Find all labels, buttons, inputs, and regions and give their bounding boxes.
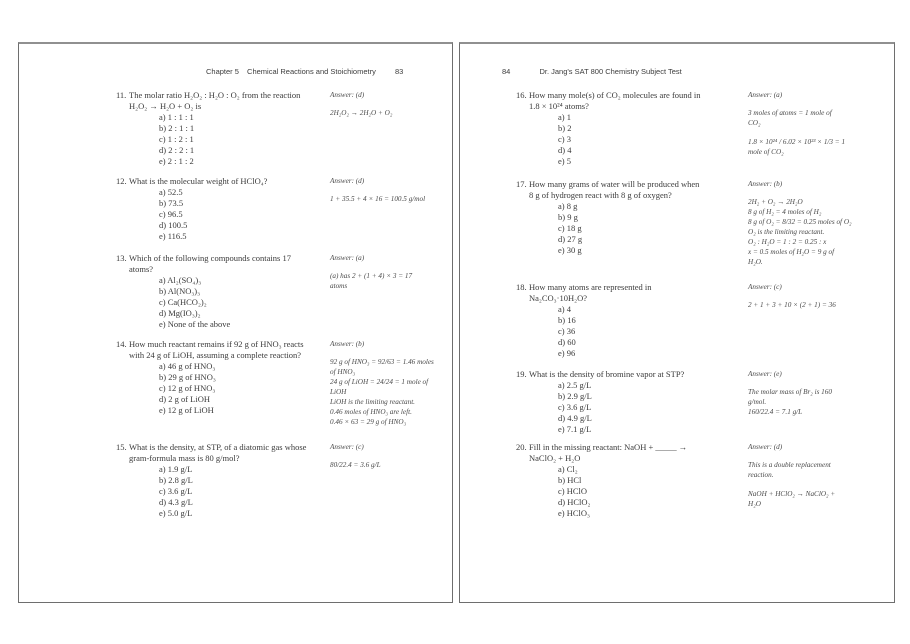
option-e: e) 12 g of LiOH [159,405,214,415]
answer-column [748,282,890,310]
question-number: 14. [116,339,127,349]
option-e: e) None of the above [159,319,231,329]
answer-column [330,253,442,291]
option-d: d) 4 [558,145,572,155]
option-a: a) 2.5 g/L [558,380,592,390]
book-title: Dr. Jang's SAT 800 Chemistry Subject Test [539,67,682,76]
explanation [330,357,442,427]
option-e: e) 96 [558,348,576,358]
explanation [748,108,890,157]
option-e: e) HClO₃ [558,508,590,518]
explanation-line: LiOH [330,388,347,396]
explanation-line: 0.46 × 63 = 29 g of HNO₃ [330,418,407,426]
question-text-line: The molar ratio H₂O₂ : H₂O : O₂ from the reaction [129,90,301,100]
page-number: 83 [394,67,404,76]
option-b: b) 2.8 g/L [159,475,193,485]
options-list [558,304,888,359]
question-18 [516,282,888,359]
explanation-line: of HNO₃ [330,368,356,376]
answer-column [748,90,890,157]
page-header [206,67,403,76]
option-b: b) 73.5 [159,198,184,208]
question-text-line: 1.8 × 10²⁴ atoms? [529,101,589,111]
question-text-line: What is the molecular weight of HClO₄? [129,176,268,186]
answer-label: Answer: (c) [330,443,364,451]
explanation-line: 24 g of LiOH = 24/24 = 1 mole of [330,378,429,386]
question-text [529,442,687,464]
explanation-line: g/mol. [748,398,767,406]
explanation-line: atoms [330,282,348,290]
option-e: e) 30 g [558,245,582,255]
explanation-line: 8 g of O₂ = 8/32 = 0.25 moles of O₂ [748,218,852,226]
explanation-line: 2 + 1 + 3 + 10 × (2 + 1) = 36 [748,301,836,309]
explanation-line: (a) has 2 + (1 + 4) × 3 = 17 [330,272,413,280]
page-left [18,42,453,603]
question-number: 20. [516,442,527,452]
option-d: d) Mg(IO₃)₂ [159,308,201,318]
question-11 [116,90,446,167]
question-number: 17. [516,179,527,189]
option-c: c) 18 g [558,223,582,233]
explanation [748,387,890,417]
option-a: a) 8 g [558,201,578,211]
option-d: d) 100.5 [159,220,188,230]
explanation-line: 2H₂O₂ → 2H₂O + O₂ [330,109,393,117]
option-a: a) 4 [558,304,571,314]
explanation-line: NaOH + HClO₂ → NaClO₂ + [748,490,836,498]
option-c: c) 3.6 g/L [159,486,193,496]
explanation-line: mole of CO₂ [748,148,784,156]
option-c: c) 1 : 2 : 1 [159,134,194,144]
option-a: a) Al₂(SO₄)₃ [159,275,202,285]
explanation [330,194,442,204]
option-c: c) HClO [558,486,588,496]
answer-column [748,179,890,267]
question-number: 18. [516,282,527,292]
page-right [459,42,895,603]
option-d: d) 4.9 g/L [558,413,592,423]
question-text-line: How much reactant remains if 92 g of HNO₃ reacts [129,339,304,349]
explanation-line: 92 g of HNO₃ = 92/63 = 1.46 moles [330,358,434,366]
option-c: c) 12 g of HNO₃ [159,383,216,393]
question-17 [516,179,888,266]
question-text-line: gram-formula mass is 80 g/mol? [129,453,240,463]
question-text-line: What is the density, at STP, of a diatomic gas whose [129,442,307,452]
question-text [129,176,267,187]
question-16 [516,90,888,167]
chapter-title: Chemical Reactions and Stoichiometry [247,67,376,76]
question-text-line: H₂O₂ → H₂O + O₂ is [129,101,202,111]
question-text-line: Na₂CO₃·10H₂O? [529,293,587,303]
page-number: 84 [502,67,511,76]
option-a: a) 1 : 1 : 1 [159,112,194,122]
options-list [159,464,446,519]
answer-column [748,369,890,417]
explanation-line: 1 + 35.5 + 4 × 16 = 100.5 g/mol [330,195,426,203]
question-number: 13. [116,253,127,263]
question-text-line: How many grams of water will be produced when [529,179,700,189]
options-list [159,112,446,167]
question-number: 15. [116,442,127,452]
question-15 [116,442,446,519]
explanation [330,271,442,291]
option-e: e) 2 : 1 : 2 [159,156,194,166]
option-b: b) 2 : 1 : 1 [159,123,195,133]
explanation [330,460,442,470]
explanation-line: 160/22.4 = 7.1 g/L [748,408,803,416]
option-a: a) 46 g of HNO₃ [159,361,216,371]
answer-label: Answer: (a) [330,254,365,262]
answer-column [748,442,890,509]
explanation-line: H₂O [748,500,761,508]
question-text-line: How many mole(s) of CO₂ molecules are found in [529,90,701,100]
question-number: 16. [516,90,527,100]
option-e: e) 7.1 g/L [558,424,592,434]
explanation-line: 8 g of H₂ = 4 moles of H₂ [748,208,822,216]
question-12 [116,176,446,242]
answer-label: Answer: (b) [330,340,365,348]
option-d: d) 60 [558,337,576,347]
option-a: a) Cl₂ [558,464,578,474]
answer-label: Answer: (b) [748,180,783,188]
option-d: d) 4.3 g/L [159,497,193,507]
option-d: d) HClO₂ [558,497,591,507]
option-d: d) 2 g of LiOH [159,394,210,404]
question-text-line: atoms? [129,264,154,274]
question-text-line: Fill in the missing reactant: NaOH + _____ → [529,442,688,452]
question-number: 12. [116,176,127,186]
question-text-line: What is the density of bromine vapor at STP? [529,369,685,379]
explanation-line: 3 moles of atoms = 1 mole of [748,109,832,117]
question-number: 19. [516,369,527,379]
question-text [129,253,291,275]
question-text-line: with 24 g of LiOH, assuming a complete reaction? [129,350,302,360]
option-b: b) 2 [558,123,572,133]
option-c: c) 3.6 g/L [558,402,592,412]
explanation-line [748,480,890,489]
answer-label: Answer: (d) [748,443,783,451]
page-header [502,67,682,76]
answer-column [330,176,442,204]
answer-label: Answer: (a) [748,91,783,99]
option-d: d) 2 : 2 : 1 [159,145,195,155]
answer-column [330,442,442,470]
explanation-line: O₂ is the limiting reactant. [748,228,825,236]
explanation-line: LiOH is the limiting reactant. [330,398,415,406]
option-e: e) 5 [558,156,571,166]
question-text [529,179,699,201]
question-text [529,369,684,380]
question-text [129,90,300,112]
explanation-line: 80/22.4 = 3.6 g/L [330,461,381,469]
answer-label: Answer: (c) [748,283,782,291]
chapter-label: Chapter 5 [206,67,239,76]
option-a: a) 1.9 g/L [159,464,193,474]
option-b: b) 29 g of HNO₃ [159,372,216,382]
option-c: c) 36 [558,326,576,336]
option-c: c) 3 [558,134,571,144]
explanation-line: 0.46 moles of HNO₃ are left. [330,408,412,416]
option-b: b) HCl [558,475,582,485]
explanation [748,460,890,509]
option-c: c) 96.5 [159,209,183,219]
explanation [748,197,890,267]
explanation-line: reaction. [748,471,774,479]
question-text [529,90,701,112]
explanation-line: H₂O. [748,258,763,266]
question-14 [116,339,446,426]
answer-column [330,90,442,118]
explanation-line: O₂ : H₂O = 1 : 2 = 0.25 : x [748,238,827,246]
explanation-line: The molar mass of Br₂ is 160 [748,388,832,396]
explanation-line: This is a double replacement [748,461,831,469]
answer-label: Answer: (d) [330,91,365,99]
question-text [129,339,304,361]
question-text-line: Which of the following compounds contains 17 [129,253,291,263]
answer-label: Answer: (e) [748,370,782,378]
option-b: b) 9 g [558,212,578,222]
question-text [129,442,306,464]
explanation-line: 2H₂ + O₂ → 2H₂O [748,198,803,206]
question-number: 11. [116,90,127,100]
answer-label: Answer: (d) [330,177,365,185]
question-19 [516,369,888,435]
option-a: a) 52.5 [159,187,183,197]
question-text-line: NaClO₂ + H₂O [529,453,581,463]
option-e: e) 116.5 [159,231,187,241]
explanation [748,300,890,310]
option-a: a) 1 [558,112,571,122]
question-13 [116,253,446,330]
explanation-line: 1.8 × 10²⁴ / 6.02 × 10²³ × 1/3 = 1 [748,138,846,146]
option-b: b) 16 [558,315,576,325]
option-d: d) 27 g [558,234,583,244]
question-text-line: 8 g of hydrogen react with 8 g of oxygen? [529,190,672,200]
option-b: b) 2.9 g/L [558,391,592,401]
option-c: c) Ca(HCO₂)₂ [159,297,207,307]
answer-column [330,339,442,427]
question-text-line: How many atoms are represented in [529,282,652,292]
question-20 [516,442,888,519]
question-text [529,282,652,304]
explanation [330,108,442,118]
option-b: b) Al(NO₃)₃ [159,286,201,296]
explanation-line: x = 0.5 moles of H₂O = 9 g of [748,248,835,256]
explanation-line: CO₂ [748,119,761,127]
option-e: e) 5.0 g/L [159,508,193,518]
explanation-line [748,128,890,137]
